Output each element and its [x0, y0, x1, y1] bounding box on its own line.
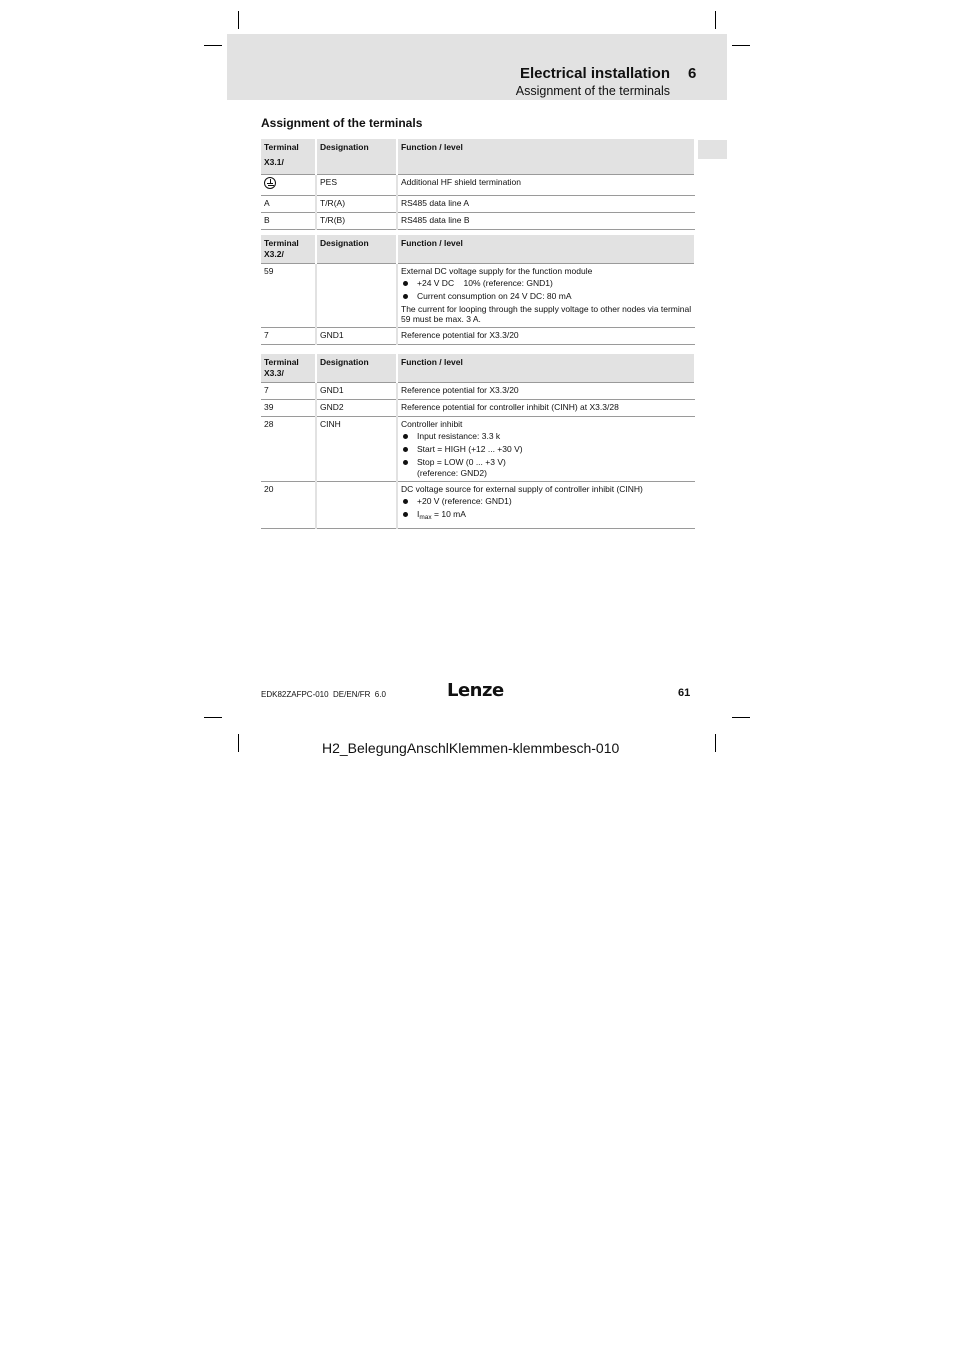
table-row	[261, 212, 695, 229]
bullet-item: +20 V (reference: GND1)	[401, 496, 692, 507]
cell-function	[397, 264, 695, 328]
cell-terminal: 28	[261, 417, 316, 482]
cell-designation: PES	[316, 174, 397, 195]
header-terminal	[261, 354, 316, 383]
cell-function: Reference potential for X3.3/20	[397, 328, 695, 345]
cell-function: Reference potential for X3.3/20	[397, 383, 695, 400]
terminal-table-x3-3	[261, 354, 696, 529]
cell-terminal: 59	[261, 264, 316, 328]
table-row	[261, 417, 695, 482]
terminal-table-x3-1	[261, 139, 696, 230]
header-terminal-id: X3.3/	[264, 368, 284, 378]
bullet-list	[401, 496, 692, 523]
ground-icon	[264, 177, 276, 189]
header-designation: Designation	[316, 139, 397, 174]
header-function: Function / level	[397, 139, 695, 174]
imax-value: = 10 mA	[431, 509, 466, 519]
bullet-item: Input resistance: 3.3 k	[401, 431, 692, 442]
bullet-item: +24 V DC 10% (reference: GND1)	[401, 278, 692, 289]
file-name: H2_BelegungAnschlKlemmen-klemmbesch-010	[322, 740, 620, 756]
cell-function: RS485 data line A	[397, 195, 695, 212]
lenze-logo: Lenze	[447, 680, 504, 701]
cell-function: RS485 data line B	[397, 212, 695, 229]
table-row	[261, 383, 695, 400]
chapter-title: Electrical installation	[519, 65, 670, 82]
chapter-subtitle: Assignment of the terminals	[515, 84, 670, 98]
bullet-list	[401, 431, 692, 478]
table-row	[261, 264, 695, 328]
cell-terminal: 7	[261, 328, 316, 345]
cell-function	[397, 417, 695, 482]
function-note: The current for looping through the supply voltage to other nodes via terminal 59 must be max. 3 A.	[401, 304, 692, 324]
table-row	[261, 482, 695, 529]
page-number: 61	[678, 687, 691, 699]
bullet-text: Stop = LOW (0 ... +3 V)	[417, 457, 506, 467]
footer-doc-code: EDK82ZAFPC-010 DE/EN/FR 6.0	[261, 690, 386, 699]
header-terminal-label: Terminal	[264, 357, 299, 367]
bullet-item	[401, 509, 692, 523]
bullet-item: Start = HIGH (+12 ... +30 V)	[401, 444, 692, 455]
bullet-item	[401, 457, 692, 478]
crop-mark	[732, 717, 750, 718]
cell-designation: GND2	[316, 400, 397, 417]
chapter-number: 6	[688, 65, 697, 82]
cell-designation: GND1	[316, 383, 397, 400]
crop-mark	[715, 11, 716, 29]
cell-designation: T/R(A)	[316, 195, 397, 212]
crop-mark	[732, 45, 750, 46]
cell-terminal: B	[261, 212, 316, 229]
chapter-tab-marker	[698, 140, 727, 159]
function-text: Controller inhibit	[401, 419, 463, 429]
cell-designation: GND1	[316, 328, 397, 345]
function-text: DC voltage source for external supply of controller inhibit (CINH)	[401, 484, 643, 494]
cell-function: Reference potential for controller inhibit (CINH) at X3.3/28	[397, 400, 695, 417]
header-terminal-id: X3.1/	[264, 157, 284, 167]
cell-designation: T/R(B)	[316, 212, 397, 229]
table-row	[261, 328, 695, 345]
header-terminal-label: Terminal	[264, 142, 299, 152]
cell-function: Additional HF shield termination	[397, 174, 695, 195]
cell-terminal: A	[261, 195, 316, 212]
header-designation: Designation	[316, 354, 397, 383]
header-terminal	[261, 235, 316, 264]
bullet-text-continued: (reference: GND2)	[417, 468, 487, 478]
cell-terminal: 39	[261, 400, 316, 417]
crop-mark	[715, 734, 716, 752]
crop-mark	[204, 45, 222, 46]
crop-mark	[238, 11, 239, 29]
bullet-list	[401, 278, 692, 302]
cell-designation	[316, 264, 397, 328]
cell-terminal: 20	[261, 482, 316, 529]
header-function: Function / level	[397, 354, 695, 383]
function-text: External DC voltage supply for the function module	[401, 266, 593, 276]
cell-function	[397, 482, 695, 529]
table-header-row	[261, 139, 695, 174]
table-header-row	[261, 235, 695, 264]
header-terminal-label: Terminal	[264, 238, 299, 248]
imax-subscript: max	[419, 514, 432, 521]
table-row	[261, 195, 695, 212]
bullet-item: Current consumption on 24 V DC: 80 mA	[401, 291, 692, 302]
crop-mark	[238, 734, 239, 752]
table-header-row	[261, 354, 695, 383]
section-heading: Assignment of the terminals	[261, 116, 423, 130]
header-terminal-id: X3.2/	[264, 249, 284, 259]
header-terminal	[261, 139, 316, 174]
terminal-table-x3-2	[261, 235, 696, 345]
header-function: Function / level	[397, 235, 695, 264]
imax-symbol: I	[417, 509, 420, 519]
cell-terminal	[261, 174, 316, 195]
crop-mark	[204, 717, 222, 718]
cell-designation: CINH	[316, 417, 397, 482]
cell-terminal: 7	[261, 383, 316, 400]
table-row	[261, 400, 695, 417]
header-designation: Designation	[316, 235, 397, 264]
table-row	[261, 174, 695, 195]
cell-designation	[316, 482, 397, 529]
